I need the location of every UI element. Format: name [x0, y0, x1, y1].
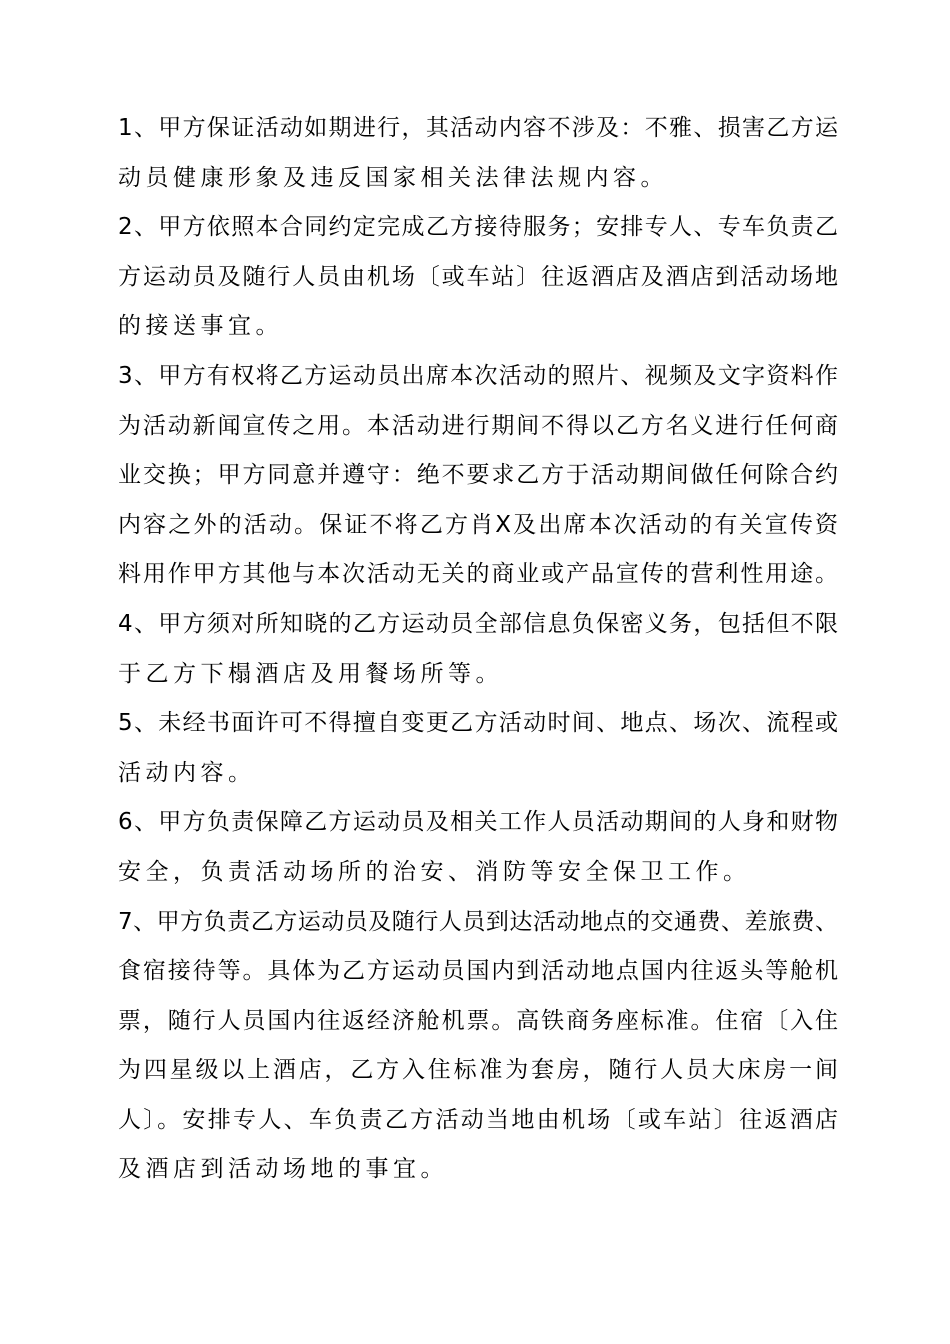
- clause-7: [118, 898, 838, 1196]
- clause-line: 及酒店到活动场地的事宜。: [118, 1156, 448, 1183]
- clause-line: 5、未经书面许可不得擅自变更乙方活动时间、地点、场次、流程或: [118, 710, 838, 737]
- clause-line: 内容之外的活动。保证不将乙方肖X及出席本次活动的有关宣传资: [118, 511, 838, 538]
- clause-6: [118, 798, 838, 897]
- clause-line: 的接送事宜。: [118, 313, 283, 340]
- clause-line: 料用作甲方其他与本次活动无关的商业或产品宣传的营利性用途。: [118, 561, 838, 588]
- clause-1: [118, 104, 838, 203]
- clause-line: 为活动新闻宣传之用。本活动进行期间不得以乙方名义进行任何商: [118, 412, 838, 439]
- clause-line: 6、甲方负责保障乙方运动员及相关工作人员活动期间的人身和财物: [118, 809, 838, 836]
- clause-2: [118, 203, 838, 352]
- clause-line: 业交换；甲方同意并遵守：绝不要求乙方于活动期间做任何除合约: [118, 462, 838, 489]
- clause-line: 7、甲方负责乙方运动员及随行人员到达活动地点的交通费、差旅费、: [118, 908, 838, 935]
- clause-line: 人〕。安排专人、车负责乙方活动当地由机场〔或车站〕往返酒店: [118, 1106, 838, 1133]
- clause-4: [118, 600, 838, 699]
- clause-line: 安全，负责活动场所的治安、消防等安全保卫工作。: [118, 858, 751, 885]
- clause-line: 活动内容。: [118, 759, 256, 786]
- clause-line: 动员健康形象及违反国家相关法律法规内容。: [118, 164, 668, 191]
- clause-line: 于乙方下榻酒店及用餐场所等。: [118, 660, 503, 687]
- clause-line: 2、甲方依照本合同约定完成乙方接待服务；安排专人、专车负责乙: [118, 214, 838, 241]
- clause-line: 票，随行人员国内往返经济舱机票。高铁商务座标准。住宿〔入住: [118, 1007, 838, 1034]
- contract-clauses: [118, 104, 838, 1195]
- clause-3: [118, 352, 838, 600]
- clause-line: 3、甲方有权将乙方运动员出席本次活动的照片、视频及文字资料作: [118, 362, 838, 389]
- clause-line: 方运动员及随行人员由机场〔或车站〕往返酒店及酒店到活动场地: [118, 263, 838, 290]
- clause-5: [118, 699, 838, 798]
- clause-line: 食宿接待等。具体为乙方运动员国内到活动地点国内往返头等舱机: [118, 958, 838, 985]
- clause-line: 1、甲方保证活动如期进行，其活动内容不涉及：不雅、损害乙方运: [118, 115, 838, 141]
- clause-line: 为四星级以上酒店，乙方入住标准为套房，随行人员大床房一间: [118, 1057, 838, 1084]
- clause-line: 4、甲方须对所知晓的乙方运动员全部信息负保密义务，包括但不限: [118, 610, 838, 637]
